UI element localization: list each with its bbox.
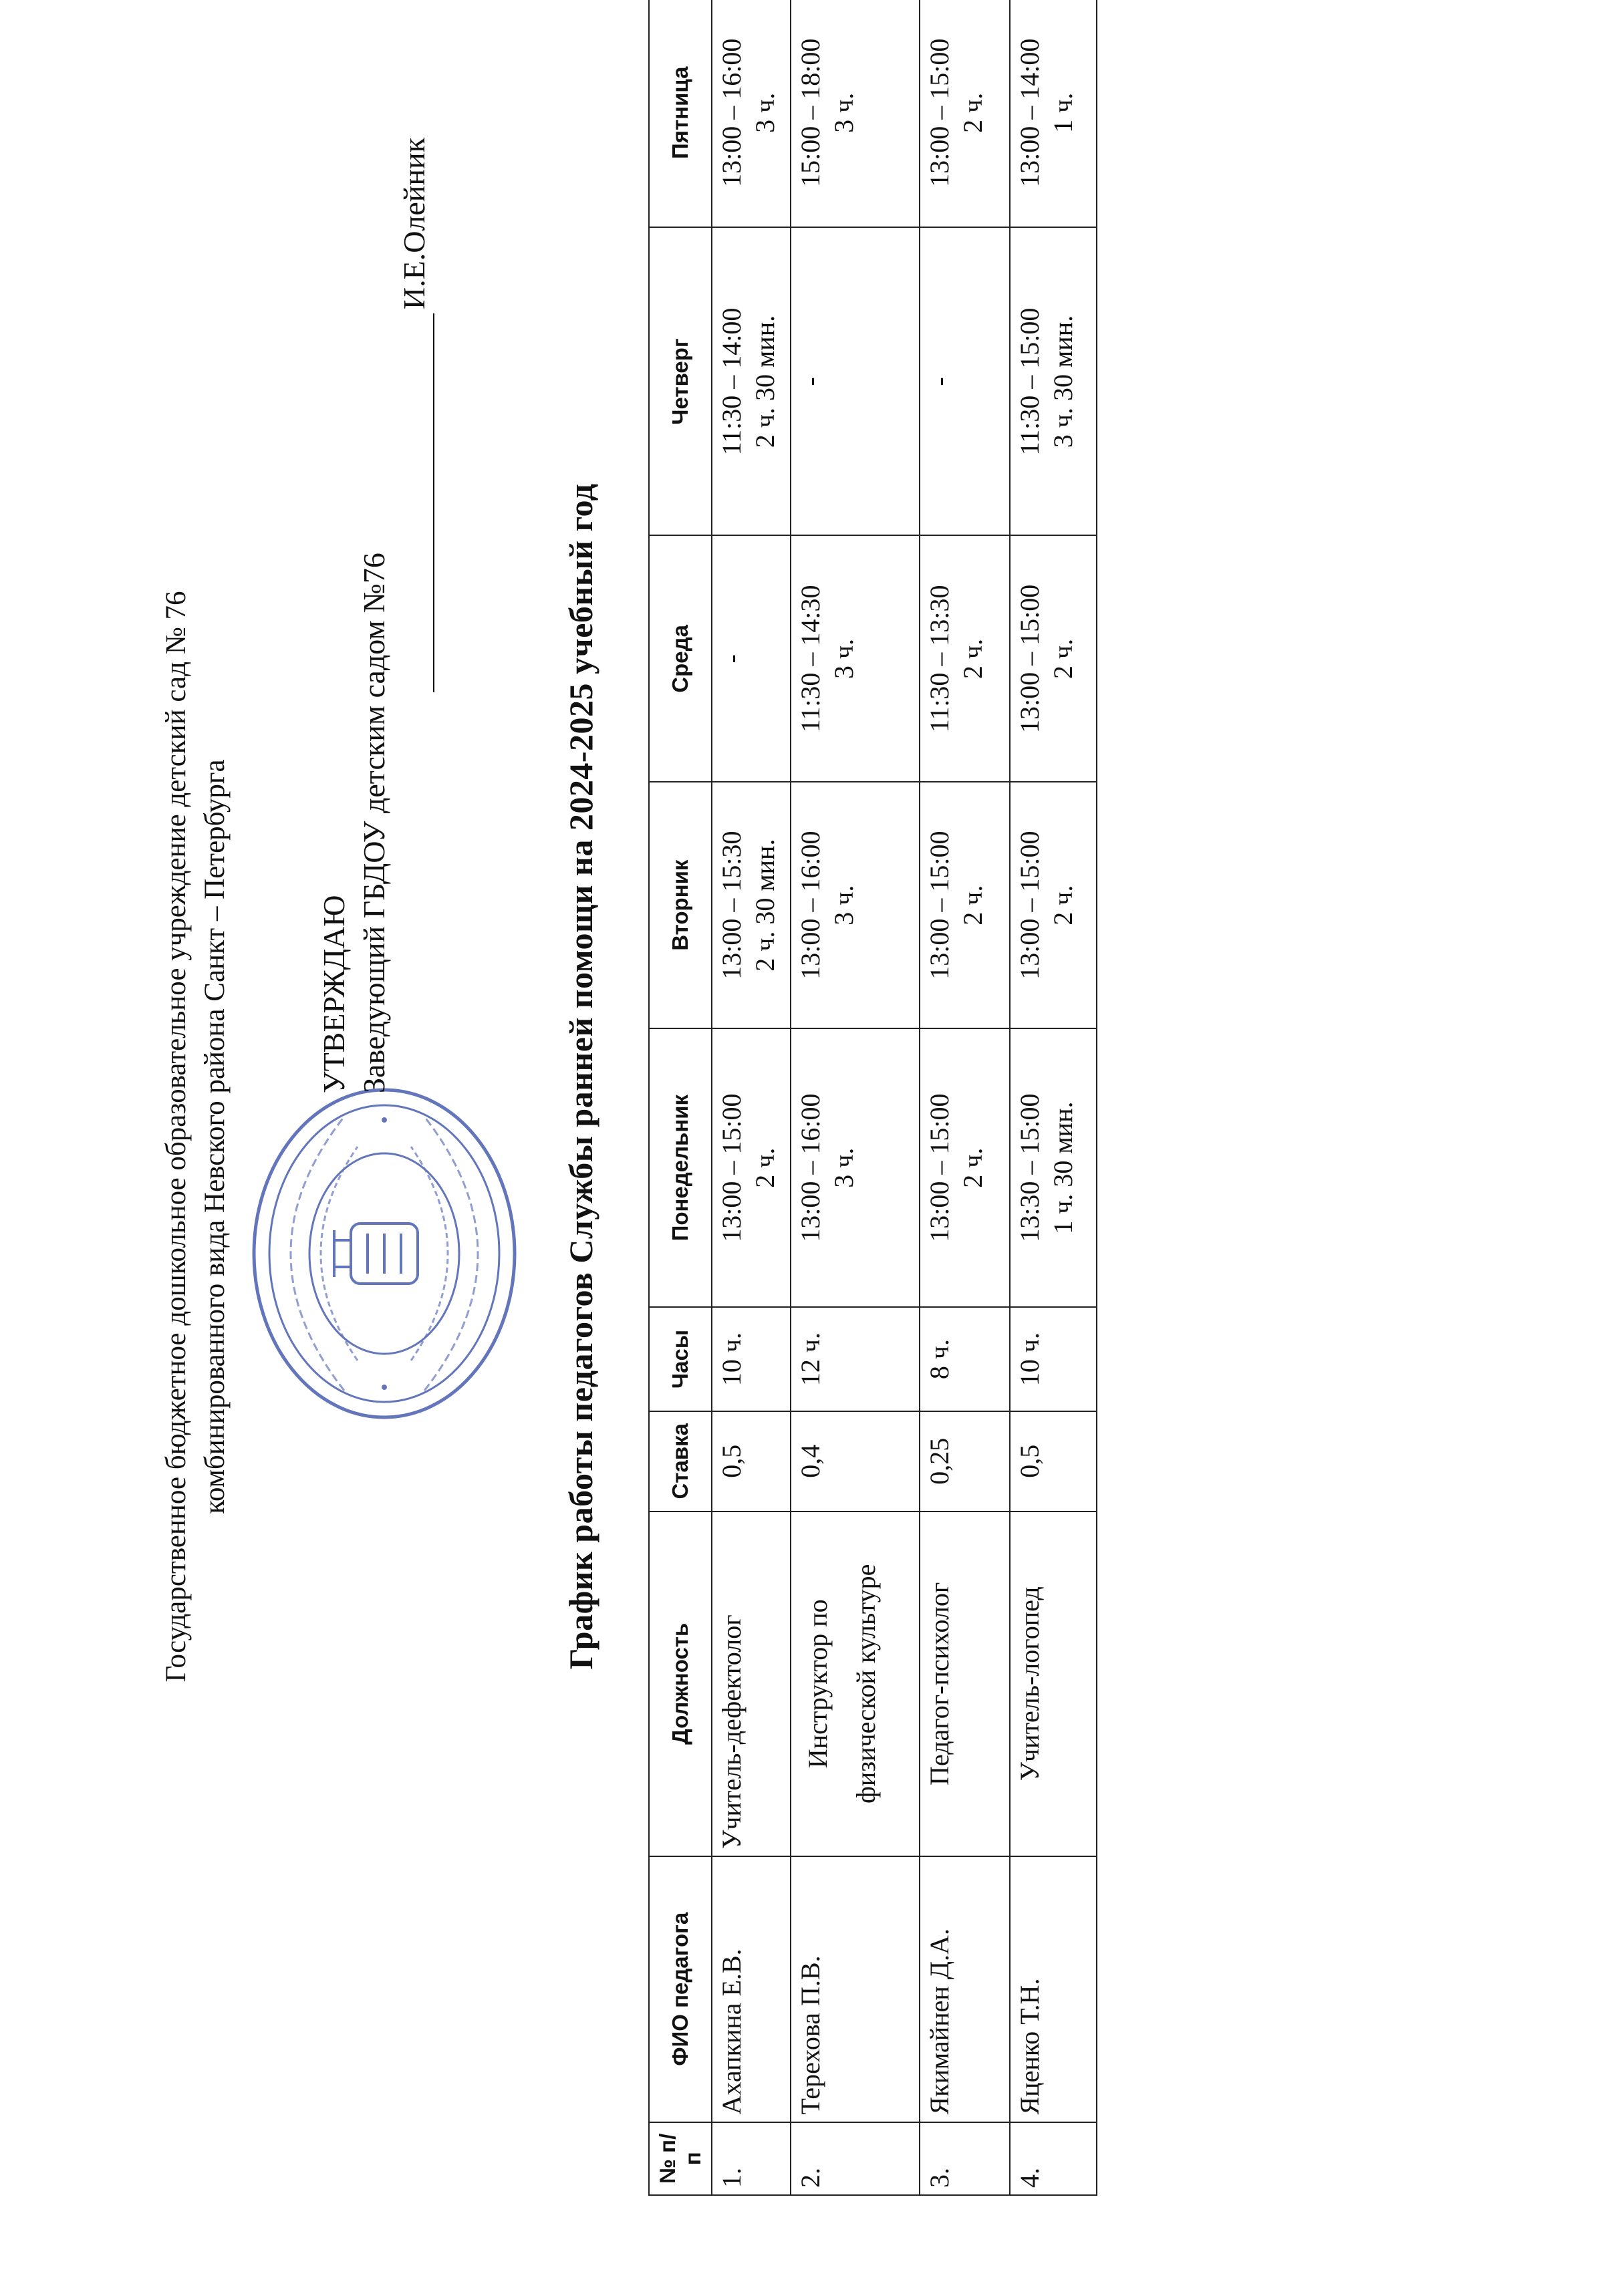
cell-rate: 0,5 bbox=[1010, 1411, 1097, 1512]
time-range: 11:30 – 13:30 bbox=[924, 585, 954, 733]
time-range: 13:00 – 15:00 bbox=[716, 1093, 747, 1242]
col-header-rate: Ставка bbox=[649, 1411, 712, 1512]
cell-name: Яценко Т.Н. bbox=[1010, 1856, 1097, 2122]
duration: 3 ч. bbox=[829, 885, 859, 925]
duration: 1 ч. bbox=[1048, 92, 1078, 133]
cell-monday bbox=[791, 1028, 920, 1307]
duration: 3 ч. 30 мин. bbox=[1048, 315, 1078, 448]
time-range: 13:00 – 15:00 bbox=[924, 1093, 954, 1242]
table-row bbox=[791, 0, 920, 2195]
cell-position: Учитель-логопед bbox=[1010, 1512, 1097, 1856]
document-title: График работы педагогов Службы ранней помощи на 2024-2025 учебный год bbox=[562, 483, 599, 1670]
cell-position bbox=[791, 1512, 920, 1856]
cell-rate: 0,5 bbox=[712, 1411, 791, 1512]
org-line-1: Государственное бюджетное дошкольное образовательное учреждение детский сад № 76 bbox=[160, 591, 192, 1683]
position-line: Инструктор по bbox=[803, 1599, 833, 1769]
cell-thursday bbox=[712, 228, 791, 536]
cell-monday bbox=[712, 1028, 791, 1307]
col-header-monday: Понедельник bbox=[649, 1028, 712, 1307]
time-range: - bbox=[716, 654, 747, 664]
table-row bbox=[1010, 0, 1097, 2195]
cell-hours: 10 ч. bbox=[1010, 1307, 1097, 1411]
duration: 3 ч. bbox=[750, 92, 780, 133]
col-header-name: ФИО педагога bbox=[649, 1856, 712, 2122]
cell-rate: 0,25 bbox=[920, 1411, 1010, 1512]
cell-tuesday bbox=[920, 782, 1010, 1028]
cell-num: 3. bbox=[920, 2122, 1010, 2195]
duration: 2 ч. 30 мин. bbox=[750, 839, 780, 972]
cell-friday bbox=[791, 0, 920, 228]
time-range: 13:00 – 16:00 bbox=[795, 1093, 825, 1242]
time-range: 13:00 – 15:00 bbox=[924, 831, 954, 980]
col-header-hours: Часы bbox=[649, 1307, 712, 1411]
table-header-row bbox=[649, 0, 712, 2195]
cell-tuesday bbox=[712, 782, 791, 1028]
time-range: 13:00 – 14:00 bbox=[1015, 38, 1045, 187]
time-range: 13:00 – 15:30 bbox=[716, 831, 747, 980]
cell-position: Учитель-дефектолог bbox=[712, 1512, 791, 1856]
time-range: 13:00 – 16:00 bbox=[716, 38, 747, 187]
cell-thursday bbox=[920, 228, 1010, 536]
duration: 1 ч. 30 мин. bbox=[1048, 1101, 1078, 1234]
cell-num: 1. bbox=[712, 2122, 791, 2195]
duration: 2 ч. bbox=[1048, 638, 1078, 679]
table-row bbox=[920, 0, 1010, 2195]
cell-monday bbox=[1010, 1028, 1097, 1307]
duration: 2 ч. bbox=[958, 92, 988, 133]
cell-rate: 0,4 bbox=[791, 1411, 920, 1512]
cell-wednesday bbox=[1010, 535, 1097, 782]
cell-hours: 8 ч. bbox=[920, 1307, 1010, 1411]
time-range: 11:30 – 14:00 bbox=[716, 307, 747, 456]
signature-line bbox=[398, 313, 434, 692]
cell-thursday bbox=[1010, 228, 1097, 536]
duration: 2 ч. bbox=[1048, 885, 1078, 925]
signature-row bbox=[394, 138, 434, 1093]
approval-name: И.Е.Олейник bbox=[397, 138, 431, 310]
position-line: физической культуре bbox=[851, 1564, 881, 1804]
time-range: - bbox=[924, 377, 954, 386]
time-range: 13:30 – 15:00 bbox=[1015, 1093, 1045, 1242]
official-seal-stamp bbox=[244, 1080, 525, 1427]
time-range: 13:00 – 16:00 bbox=[795, 831, 825, 980]
cell-friday bbox=[712, 0, 791, 228]
col-header-tuesday: Вторник bbox=[649, 782, 712, 1028]
cell-hours: 12 ч. bbox=[791, 1307, 920, 1411]
cell-num: 2. bbox=[791, 2122, 920, 2195]
col-header-position: Должность bbox=[649, 1512, 712, 1856]
cell-friday bbox=[1010, 0, 1097, 228]
cell-wednesday bbox=[791, 535, 920, 782]
time-range: 13:00 – 15:00 bbox=[1015, 584, 1045, 733]
approval-label: УТВЕРЖДАЮ bbox=[317, 895, 351, 1093]
cell-monday bbox=[920, 1028, 1010, 1307]
cell-name: Терехова П.В. bbox=[791, 1856, 920, 2122]
col-header-num: № п/п bbox=[649, 2122, 712, 2195]
time-range: 11:30 – 14:30 bbox=[795, 585, 825, 733]
cell-friday bbox=[920, 0, 1010, 228]
cell-thursday bbox=[791, 228, 920, 536]
col-header-thursday: Четверг bbox=[649, 228, 712, 536]
time-range: 11:30 – 15:00 bbox=[1015, 307, 1045, 456]
duration: 2 ч. bbox=[958, 885, 988, 925]
cell-position: Педагог-психолог bbox=[920, 1512, 1010, 1856]
col-header-friday: Пятница bbox=[649, 0, 712, 228]
cell-wednesday bbox=[920, 535, 1010, 782]
duration: 2 ч. bbox=[958, 1147, 988, 1188]
schedule-table bbox=[648, 0, 1097, 2196]
cell-tuesday bbox=[791, 782, 920, 1028]
time-range: 13:00 – 15:00 bbox=[1015, 831, 1045, 980]
time-range: - bbox=[795, 377, 825, 386]
organization-header bbox=[157, 418, 235, 1855]
duration: 2 ч. bbox=[750, 1147, 780, 1188]
time-range: 15:00 – 18:00 bbox=[795, 38, 825, 187]
col-header-wednesday: Среда bbox=[649, 535, 712, 782]
duration: 3 ч. bbox=[829, 1147, 859, 1188]
cell-name: Ахапкина Е.В. bbox=[712, 1856, 791, 2122]
duration: 3 ч. bbox=[829, 638, 859, 679]
cell-tuesday bbox=[1010, 782, 1097, 1028]
cell-num: 4. bbox=[1010, 2122, 1097, 2195]
duration: 2 ч. bbox=[958, 638, 988, 679]
duration: 2 ч. 30 мин. bbox=[750, 315, 780, 448]
approval-block bbox=[314, 138, 434, 1093]
cell-wednesday bbox=[712, 535, 791, 782]
cell-hours: 10 ч. bbox=[712, 1307, 791, 1411]
cell-name: Якимайнен Д.А. bbox=[920, 1856, 1010, 2122]
org-line-2: комбинированного вида Невского района Санкт – Петербурга bbox=[199, 759, 231, 1514]
duration: 3 ч. bbox=[829, 92, 859, 133]
time-range: 13:00 – 15:00 bbox=[924, 38, 954, 187]
approval-position: Заведующий ГБДОУ детским садом №76 bbox=[357, 553, 391, 1093]
table-row bbox=[712, 0, 791, 2195]
